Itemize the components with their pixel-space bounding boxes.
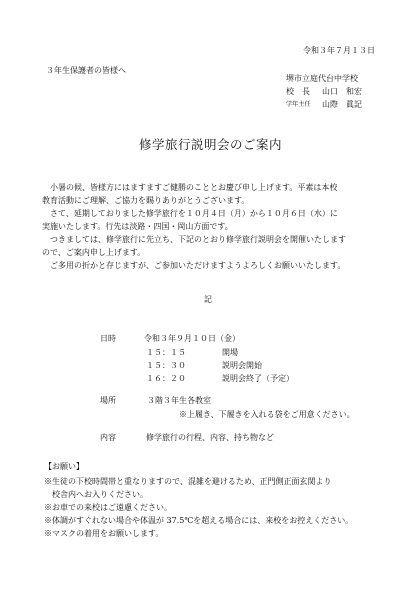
schedule-event: 説明会終了（予定） [222, 374, 294, 383]
schedule-time: １６：２０ [146, 374, 186, 383]
body-line: さて、延期しておりました修学旅行を１０月４日（月）から１０月６日（水）に [42, 209, 338, 218]
note-line: ※生徒の下校時間帯と重なりますので、混雑を避けるため、正門側正面玄関より [44, 477, 332, 486]
content-value: 修学旅行の行程、内容、持ち物など [146, 433, 274, 442]
body-line: 小暑の候、皆様方にはますますご健勝のこととお慶び申し上げます。平素は本校 [42, 183, 338, 192]
schedule-event: 説明会開始 [222, 361, 262, 370]
teacher-name: 山際 眞記 [322, 100, 362, 109]
place-label: 場所 [100, 396, 116, 405]
principal-role: 校 長 [286, 87, 310, 96]
schedule-event: 開場 [222, 348, 238, 357]
body-line: ご多用の折かと存じますが、ご参加いただけますようよろしくお願いいたします。 [42, 261, 346, 270]
school-name: 堺市立庭代台中学校 [286, 74, 358, 83]
schedule-time: １５：１５ [146, 348, 186, 357]
body-line: ので、ご案内申し上げます。 [42, 248, 146, 257]
notes-heading: 【お願い】 [44, 462, 84, 471]
place-value: ３階３年生各教室 [147, 396, 211, 405]
body-line: 教育活動にご理解、ご協力を賜りありがとうございます。 [42, 196, 250, 205]
notes-list [44, 475, 353, 540]
schedule-time: １５：３０ [146, 361, 186, 370]
note-line: ※マスクの着用をお願いします。 [44, 529, 164, 538]
place-note: ※上履き、下履きを入れる袋をご用意ください。 [179, 410, 355, 419]
note-line: 校舎内へお入りください。 [44, 490, 148, 499]
body-line: 実施いたします。行先は淡路・四国・岡山方面です。 [42, 222, 233, 231]
recipient: ３年生保護者の皆様へ [46, 66, 126, 75]
body-line: つきましては、修学旅行に先立ち、下記のとおり修学旅行説明会を開催いたします [42, 235, 346, 244]
note-line: ※お車での来校はご遠慮ください。 [44, 503, 172, 512]
date-label: 日時 [100, 334, 116, 343]
content-label: 内容 [100, 433, 116, 442]
body-text [42, 181, 346, 272]
ki-heading: 記 [204, 295, 212, 304]
teacher-role: 学年主任 [286, 101, 311, 108]
date-value: 令和３年９月１０日（金） [144, 334, 240, 343]
page-title: 修学旅行説明会のご案内 [139, 137, 283, 152]
principal-name: 山口 和宏 [322, 87, 362, 96]
note-line: ※体調がすぐれない場合や体温が 37.5℃を超える場合には、来校をお控えください。 [44, 516, 354, 525]
document-date: 令和３年７月１３日 [303, 46, 375, 55]
